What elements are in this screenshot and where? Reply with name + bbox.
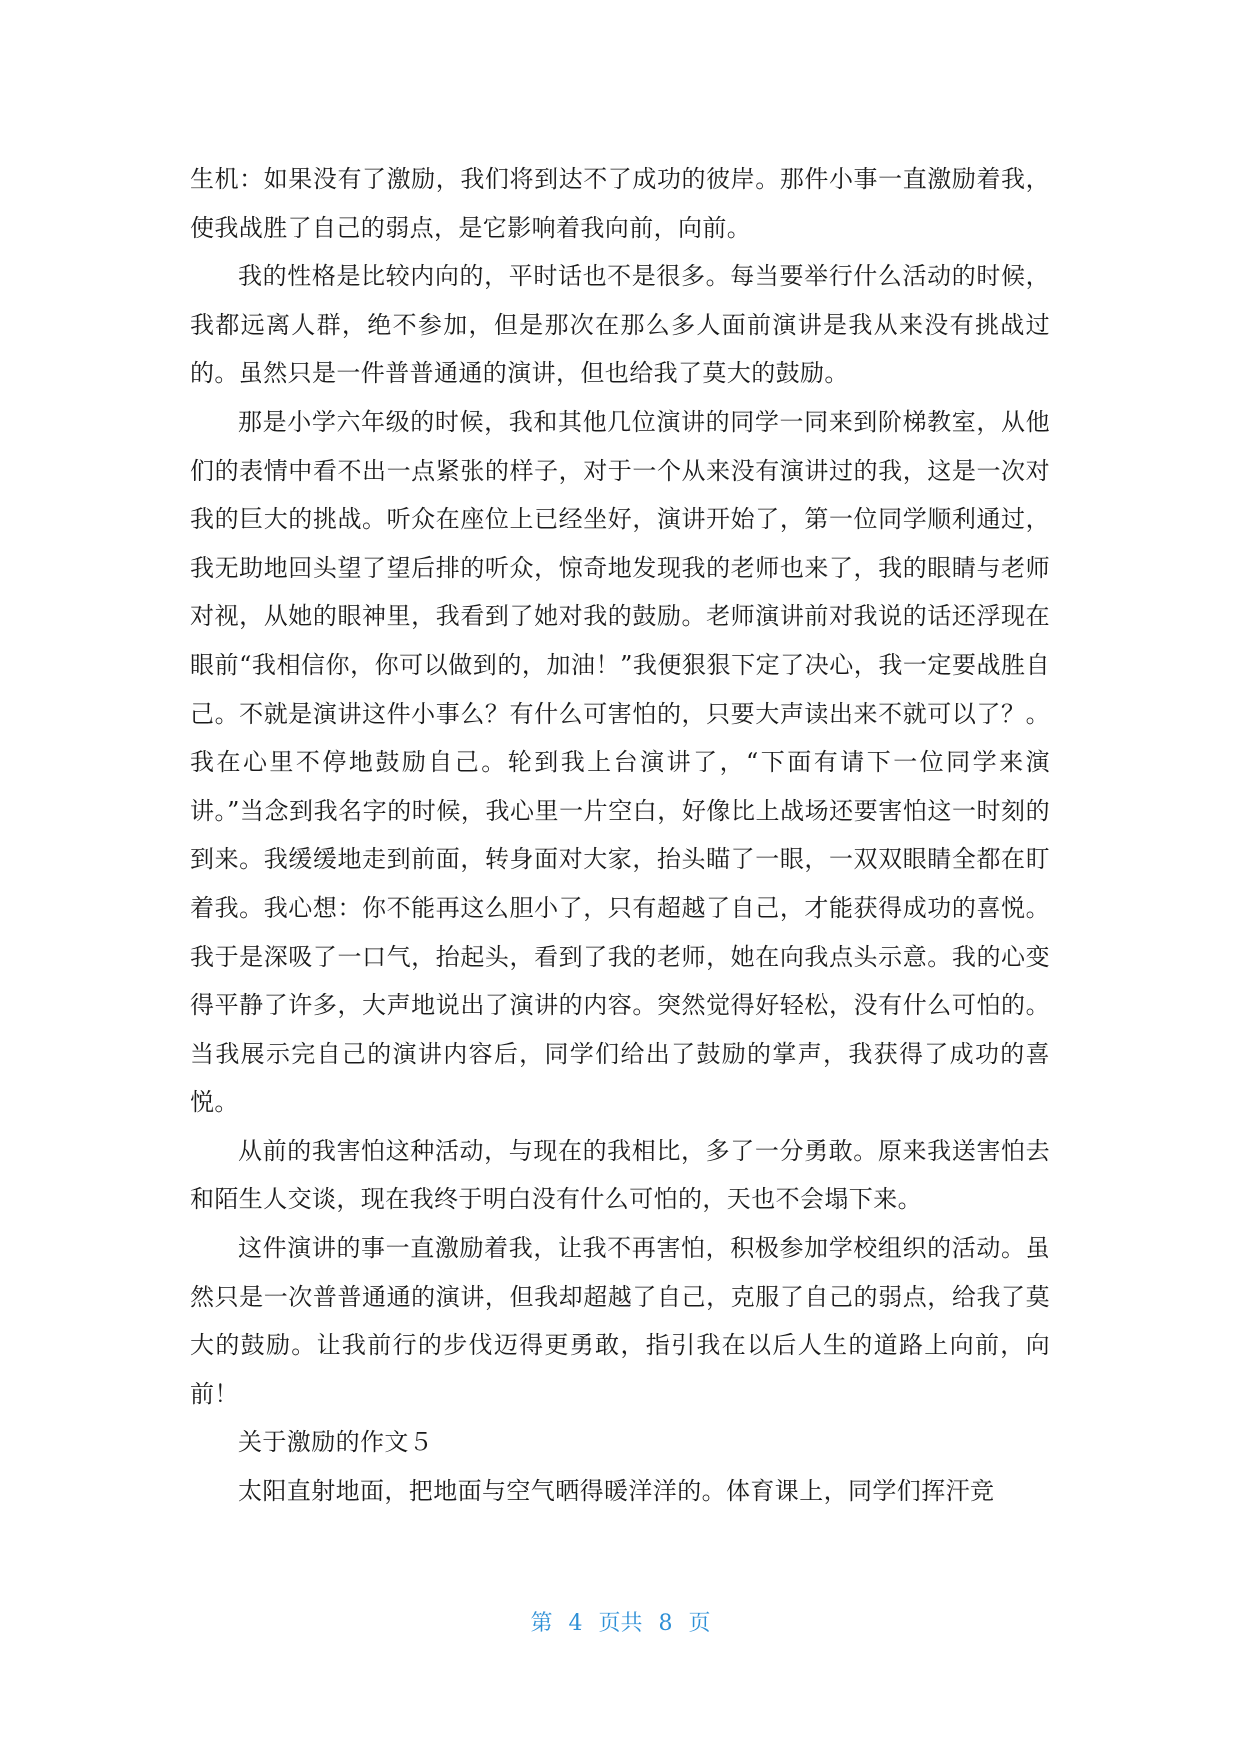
footer-prefix: 第: [530, 1611, 553, 1636]
body-text: [190, 155, 1050, 1516]
footer-middle: 页共: [598, 1611, 643, 1636]
paragraph-6: 太阳直射地面，把地面与空气晒得暖洋洋的。体育课上，同学们挥汗竞: [238, 1477, 995, 1506]
paragraph-1: 生机：如果没有了激励，我们将到达不了成功的彼岸。那件小事一直激励着我，使我战胜了自己的弱点，是它影响着我向前，向前。: [190, 165, 1050, 242]
footer-total-pages: 8: [658, 1611, 673, 1636]
paragraph-4: 从前的我害怕这种活动，与现在的我相比，多了一分勇敢。原来我送害怕去和陌生人交谈，现在我终于明白没有什么可怕的，天也不会塌下来。: [190, 1136, 1050, 1214]
section-heading: 关于激励的作文５: [238, 1428, 434, 1457]
footer-suffix: 页: [688, 1611, 711, 1636]
footer-current-page: 4: [568, 1611, 583, 1636]
paragraph-2: 我的性格是比较内向的，平时话也不是很多。每当要举行什么活动的时候，我都远离人群，绝不参加，但是那次在那么多人面前演讲是我从来没有挑战过的。虽然只是一件普普通通的演讲，但也给我了莫大的鼓励。: [190, 262, 1050, 388]
page-footer: [0, 1606, 1241, 1637]
paragraph-5: 这件演讲的事一直激励着我，让我不再害怕，积极参加学校组织的活动。虽然只是一次普普通通的演讲，但我却超越了自己，克服了自己的弱点，给我了莫大的鼓励。让我前行的步伐迈得更勇敢，指引我在以后人生的道路上向前，向前！: [190, 1234, 1050, 1408]
paragraph-3: 那是小学六年级的时候，我和其他几位演讲的同学一同来到阶梯教室，从他们的表情中看不出一点紧张的样子，对于一个从来没有演讲过的我，这是一次对我的巨大的挑战。听众在座位上已经坐好，演讲开始了，第一位同学顺利通过，我无助地回头望了望后排的听众，惊奇地发现我的老师也来了，我的眼睛与老师对视，从她的眼神里，我看到了她对我的鼓励。老师演讲前对我说的话还浮现在眼前“我相信你，你可以做到的，加油！”我便狠狠下定了决心，我一定要战胜自己。不就是演讲这件小事么？有什么可害怕的，只要大声读出来不就可以了？。我在心里不停地鼓励自己。轮到我上台演讲了，“下面有请下一位同学来演讲。”当念到我名字的时候，我心里一片空白，好像比上战场还要害怕这一时刻的到来。我缓缓地走到前面，转身面对大家，抬头瞄了一眼，一双双眼睛全都在盯着我。我心想：你不能再这么胆小了，只有超越了自己，才能获得成功的喜悦。我于是深吸了一口气，抬起头，看到了我的老师，她在向我点头示意。我的心变得平静了许多，大声地说出了演讲的内容。突然觉得好轻松，没有什么可怕的。当我展示完自己的演讲内容后，同学们给出了鼓励的掌声，我获得了成功的喜悦。: [190, 407, 1050, 1117]
